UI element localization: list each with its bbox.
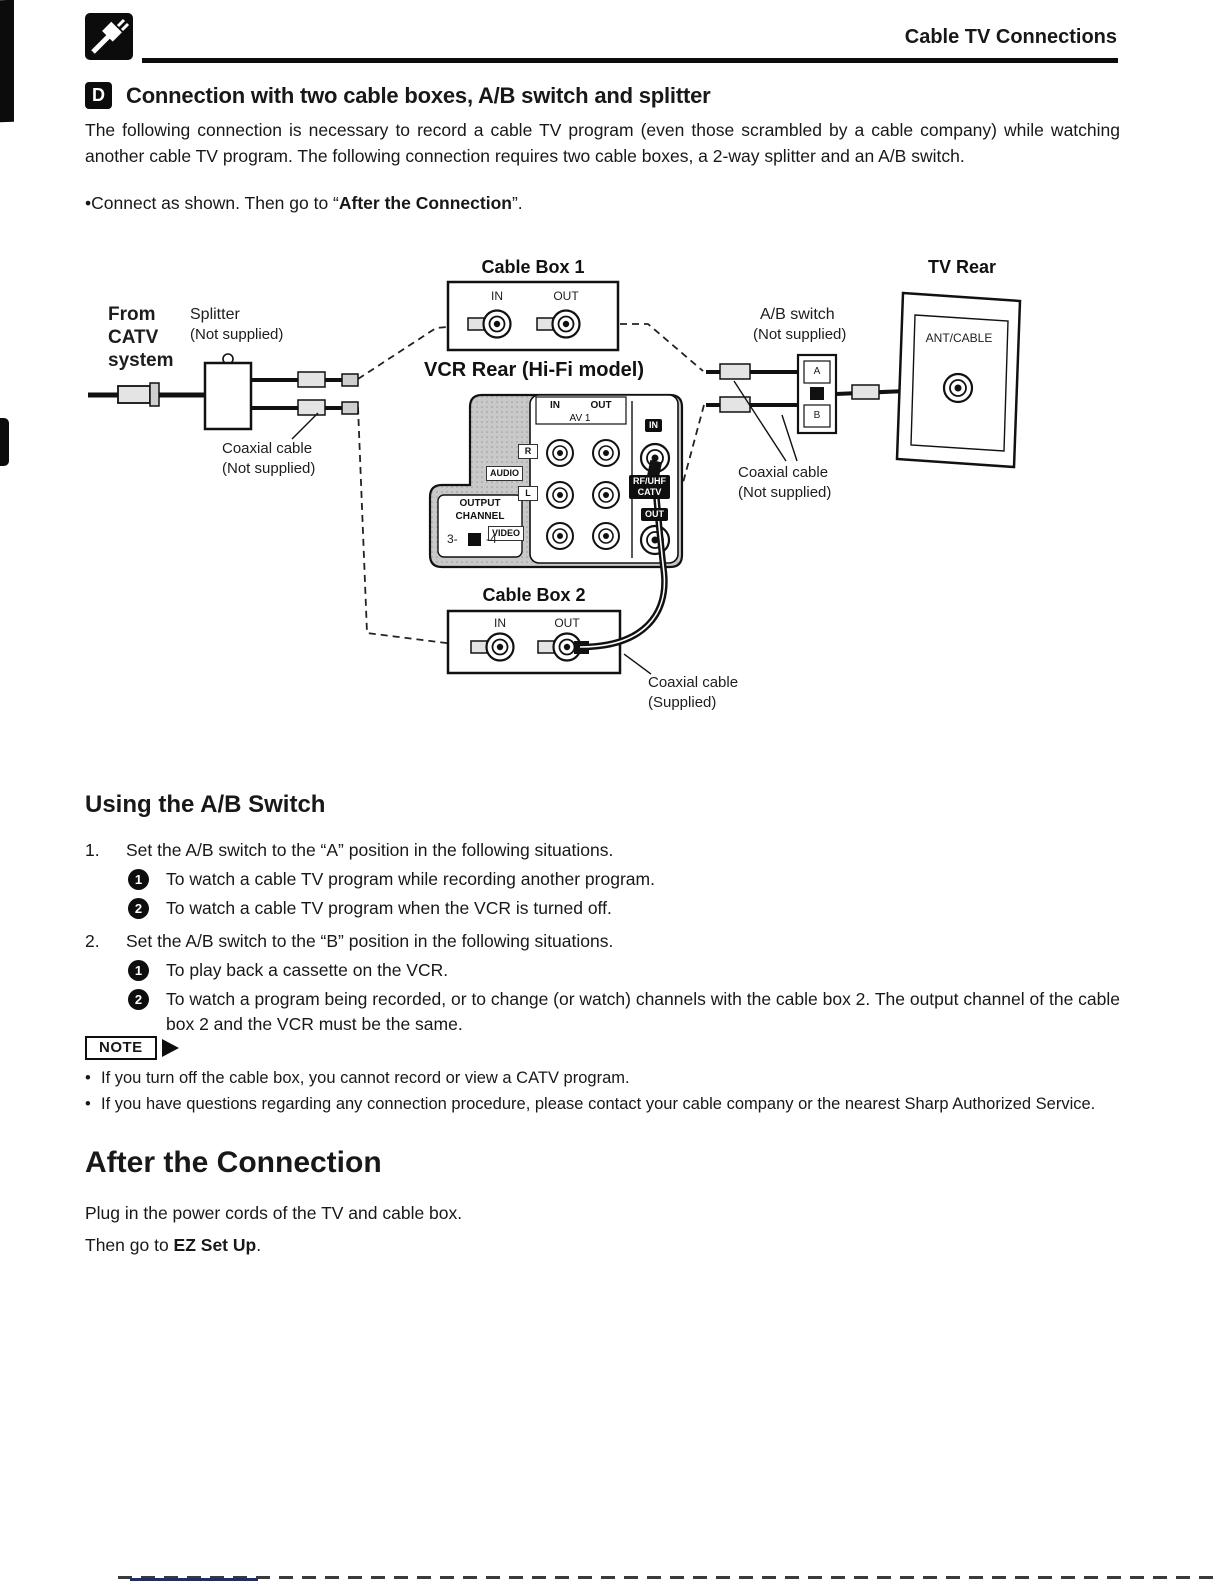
coax-right-label: Coaxial cable <box>738 464 829 481</box>
vcr-av-out-label: OUT <box>590 400 612 411</box>
note-bullet-2-text: If you have questions regarding any connection procedure, please contact your cable company or the nearest Sharp Authorized Service. <box>101 1095 1096 1113</box>
from-catv-line2: CATV <box>108 327 159 348</box>
vcr-rf-uhf-catv-label <box>629 475 670 499</box>
list-item-1 <box>85 838 1125 863</box>
scan-artifact-bottom-line <box>130 1578 258 1581</box>
note-bullet-1-text: If you turn off the cable box, you cannot record or view a CATV program. <box>101 1069 630 1087</box>
list-item-2-sub-1 <box>128 958 1125 983</box>
vcr-channel-4-label: -4 <box>486 532 497 546</box>
from-catv-line3: system <box>108 350 174 371</box>
cable-box2-in-label: IN <box>494 616 506 630</box>
bullet-text-post: ”. <box>511 193 523 213</box>
section-badge: D <box>85 82 112 109</box>
vcr-audio-label: AUDIO <box>486 466 523 481</box>
diagram-art <box>0 255 1225 725</box>
ab-switch-a-label: A <box>813 366 821 377</box>
scan-artifact-left <box>0 418 9 466</box>
list-item-2-sub-2 <box>128 987 1125 1037</box>
vcr-catv-line: CATV <box>637 487 662 497</box>
vcr-r-label: R <box>518 444 538 459</box>
note-tag <box>85 1036 179 1060</box>
vcr-catv-out-label: OUT <box>641 508 668 521</box>
circled-number-2b: 2 <box>128 989 149 1010</box>
tv-rear-title: TV Rear <box>927 257 997 277</box>
list-item-2-number: 2. <box>85 931 100 951</box>
list-item-2-sub-2-text: To watch a program being recorded, or to change (or watch) channels with the cable box 2. The output channel of the cable box 2 and the VCR must be the same. <box>166 989 1121 1034</box>
bullet-text-pre: Connect as shown. Then go to “ <box>91 193 339 213</box>
after-line2-post: . <box>256 1235 262 1255</box>
circled-number-1b: 1 <box>128 960 149 981</box>
vcr-rear-title: VCR Rear (Hi-Fi model) <box>424 359 645 381</box>
scan-artifact-top-left <box>0 0 14 122</box>
header-rule <box>142 58 1118 63</box>
after-connection-line2 <box>85 1235 261 1256</box>
note-label: NOTE <box>85 1036 157 1060</box>
circled-number-1: 1 <box>128 869 149 890</box>
note-bullets <box>85 1064 1125 1116</box>
bullet-dot: • <box>85 1069 91 1087</box>
vcr-catv-in-label: IN <box>645 419 662 432</box>
coax-supplied-sub: (Supplied) <box>648 694 717 711</box>
vcr-l-label: L <box>518 486 538 501</box>
ant-cable-label: ANT/CABLE <box>925 331 993 345</box>
note-bullet-2 <box>85 1092 1125 1116</box>
cable-box1-in-label: IN <box>491 289 503 303</box>
vcr-video-label: VIDEO <box>488 526 524 541</box>
vcr-av1-label: AV 1 <box>569 413 591 424</box>
note-bullet-1 <box>85 1066 1125 1090</box>
list-item-2 <box>85 929 1125 954</box>
tv-rear-art <box>897 293 1020 467</box>
cable-box2-out-label: OUT <box>554 616 580 630</box>
list-item-1-number: 1. <box>85 840 100 860</box>
list-item-1-sub-2 <box>128 896 1125 921</box>
using-ab-switch-list <box>85 838 1125 1037</box>
after-line2-pre: Then go to <box>85 1235 174 1255</box>
list-item-1-sub-2-text: To watch a cable TV program when the VCR is turned off. <box>166 898 612 918</box>
circled-number-2: 2 <box>128 898 149 919</box>
page-title: Cable TV Connections <box>904 26 1117 48</box>
cable-box2-art <box>448 611 620 673</box>
connection-diagram <box>0 255 1225 725</box>
vcr-channel-3-label: 3- <box>447 532 458 546</box>
vcr-channel-switch <box>468 533 481 546</box>
bullet-text-bold: After the Connection <box>338 193 512 213</box>
after-line2-bold: EZ Set Up <box>173 1235 257 1255</box>
cable-box1-art <box>448 282 618 350</box>
section-title: Connection with two cable boxes, A/B switch and splitter <box>126 82 711 108</box>
list-item-1-text: Set the A/B switch to the “A” position in the following situations. <box>126 840 614 860</box>
cable-box1-out-label: OUT <box>553 289 579 303</box>
intro-paragraph: The following connection is necessary to record a cable TV program (even those scrambled by a cable company) while watching another cable TV program. The following connection requires two cable boxes, a 2-way splitter and an A/B switch. <box>85 120 1120 166</box>
splitter-label: Splitter <box>190 306 240 323</box>
after-connection-line1: Plug in the power cords of the TV and cable box. <box>85 1203 463 1223</box>
cable-box2-title: Cable Box 2 <box>482 585 586 605</box>
vcr-rf-uhf-line: RF/UHF <box>633 476 666 486</box>
ab-switch-label: A/B switch <box>760 306 835 323</box>
list-item-2-sub-1-text: To play back a cassette on the VCR. <box>166 960 449 980</box>
coax-left-label: Coaxial cable <box>222 440 313 457</box>
coax-left-not-supplied: (Not supplied) <box>222 460 316 477</box>
section-heading-row <box>85 82 711 109</box>
list-item-1-sub-1-text: To watch a cable TV program while recording another program. <box>166 869 655 889</box>
cable-plug-icon <box>85 13 133 60</box>
note-arrow-icon <box>162 1039 179 1057</box>
vcr-output-label: OUTPUT <box>459 498 501 509</box>
list-item-2-text: Set the A/B switch to the “B” position in the following situations. <box>126 931 614 951</box>
intro-bullet: •Connect as shown. Then go to “After the Connection”. <box>85 193 523 213</box>
coax-right-not-supplied: (Not supplied) <box>738 484 832 501</box>
from-catv-line1: From <box>108 304 156 325</box>
vcr-channel-label: CHANNEL <box>455 511 505 522</box>
list-item-1-sub-1 <box>128 867 1125 892</box>
vcr-av-in-label: IN <box>550 400 560 411</box>
after-connection-heading: After the Connection <box>85 1146 382 1179</box>
splitter-not-supplied: (Not supplied) <box>190 326 284 343</box>
bullet-dot: • <box>85 1095 91 1113</box>
cable-plug-icon-art <box>85 13 133 60</box>
cable-box1-title: Cable Box 1 <box>481 257 585 277</box>
ab-switch-not-supplied: (Not supplied) <box>753 326 847 343</box>
ab-switch-b-label: B <box>813 410 821 421</box>
scan-artifact-bottom-dashes <box>118 1576 1218 1579</box>
coax-supplied-label: Coaxial cable <box>648 674 739 691</box>
using-ab-switch-heading: Using the A/B Switch <box>85 791 326 818</box>
